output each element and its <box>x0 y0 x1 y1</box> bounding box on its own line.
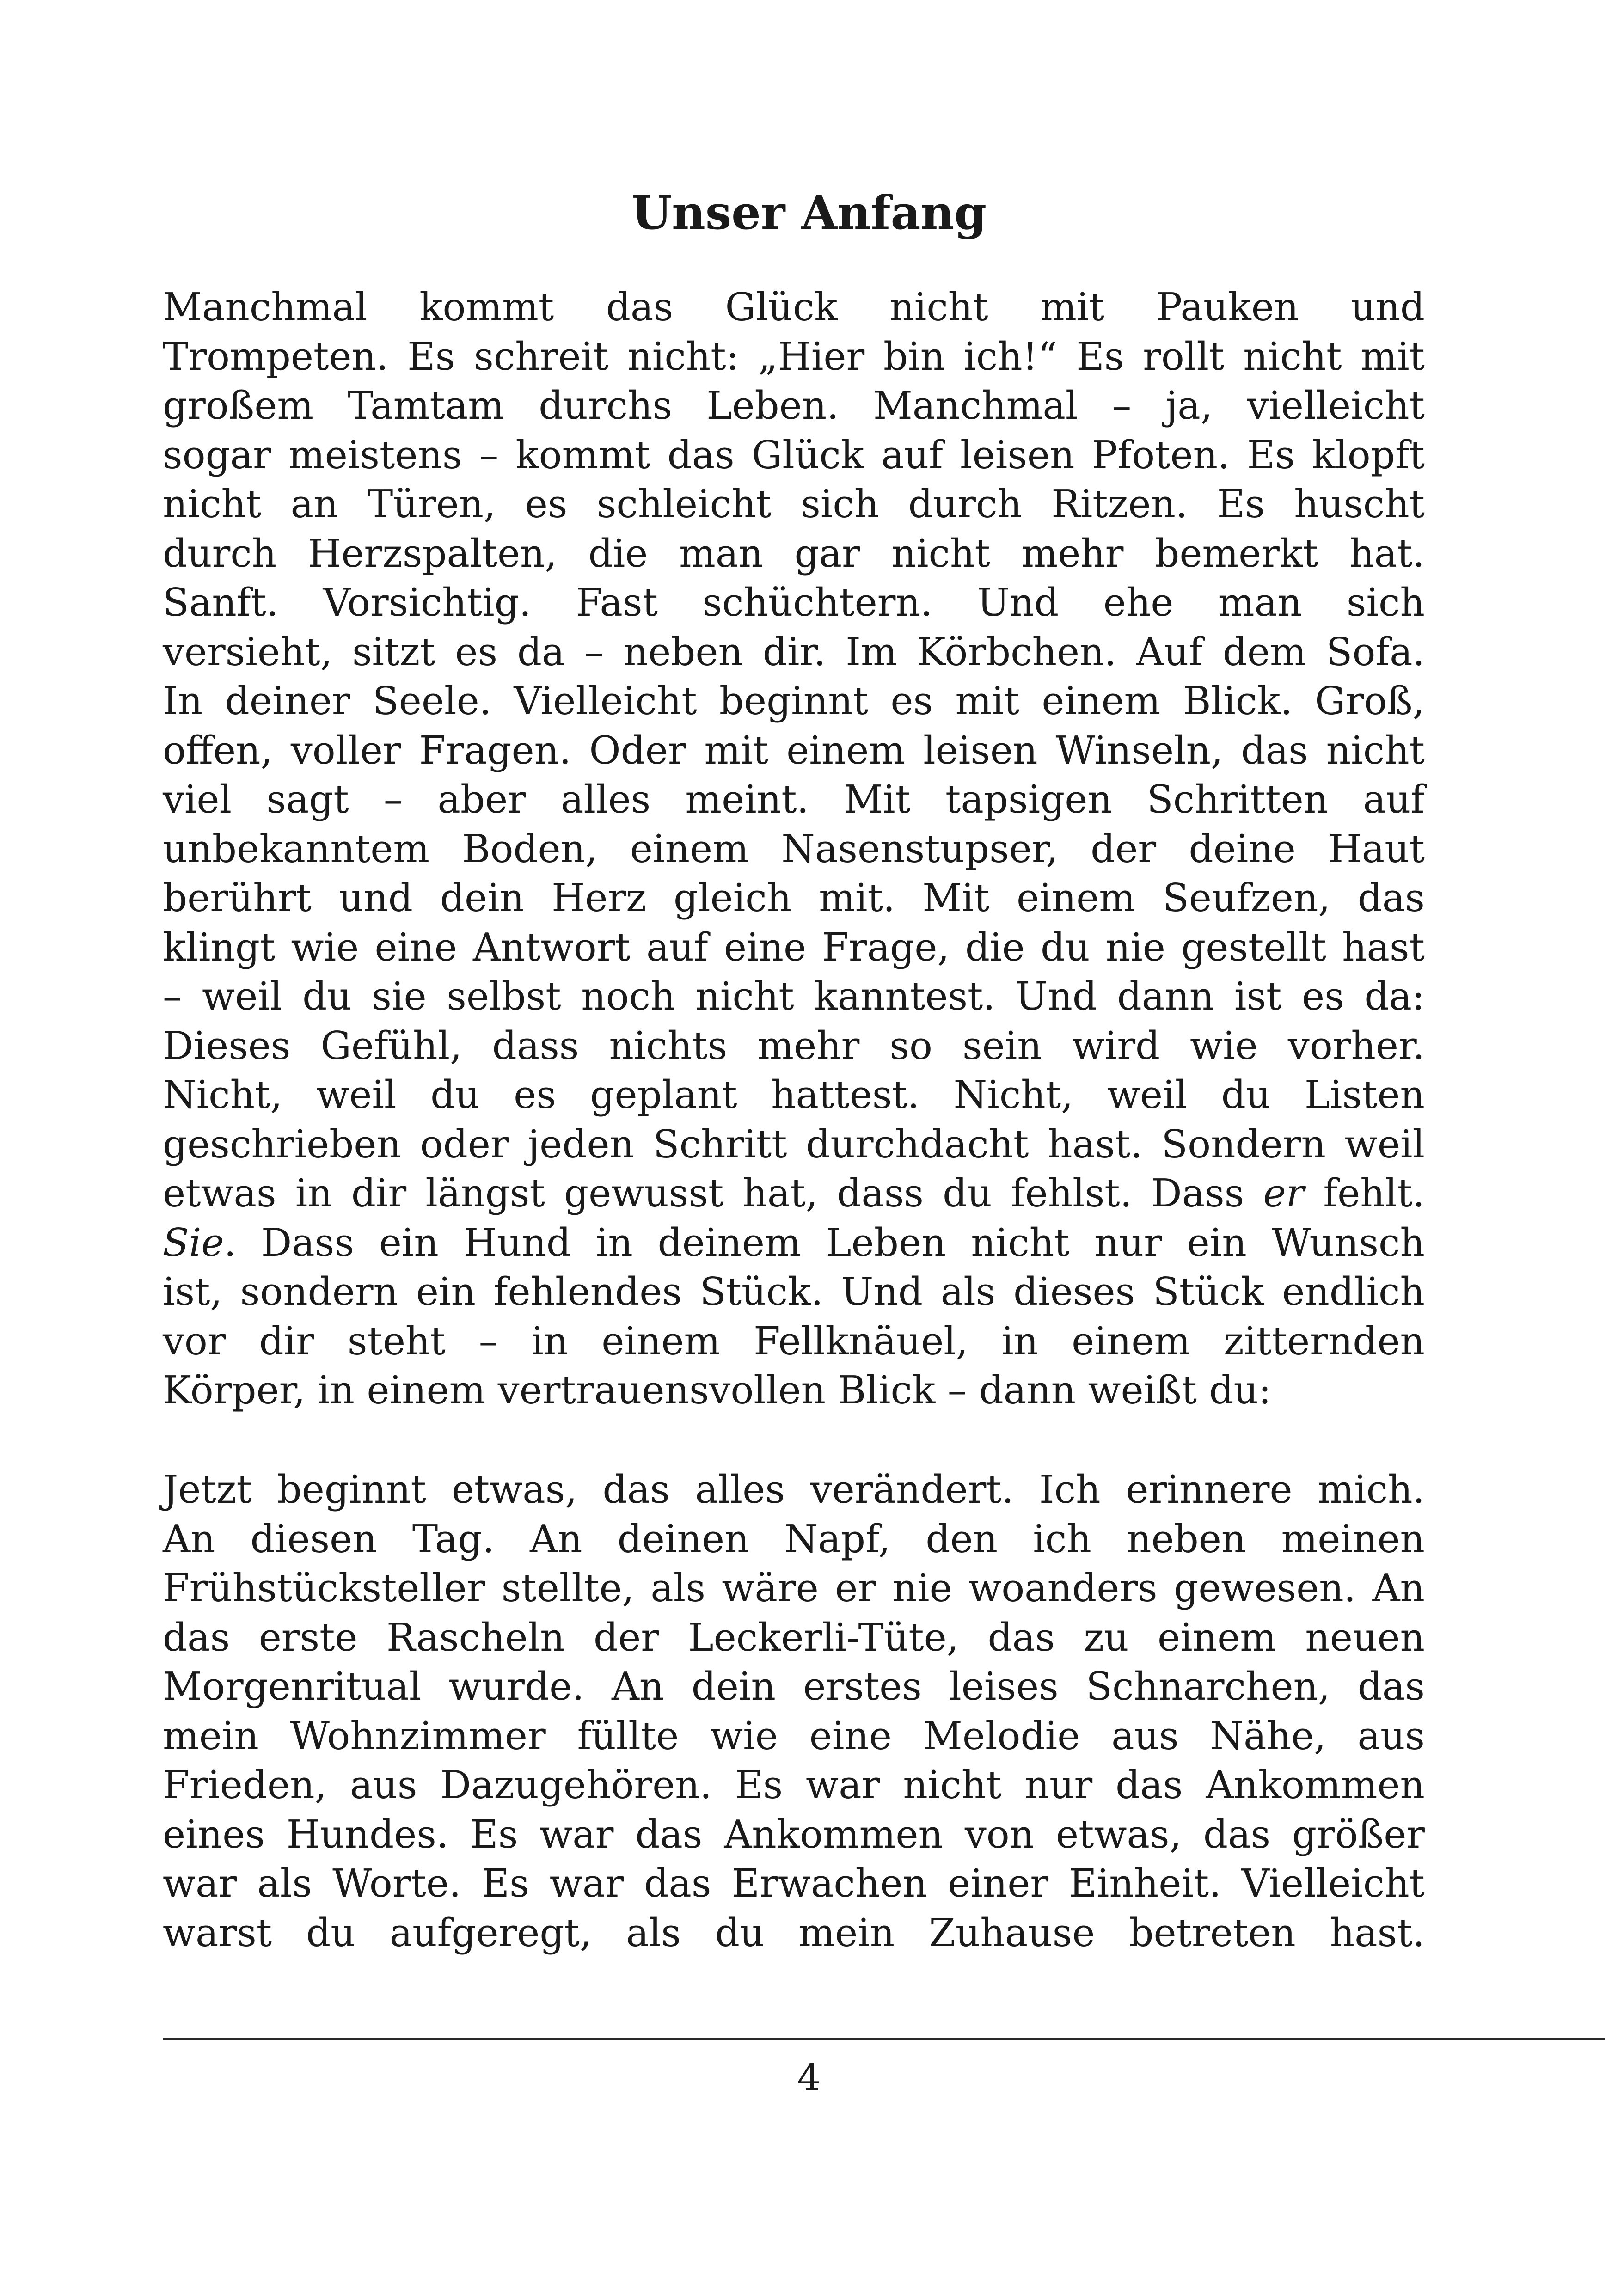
text-line: Dieses Gefühl, dass nichts mehr so sein wird wie vorher. <box>163 1023 1425 1068</box>
text-line: In deiner Seele. Vielleicht beginnt es mit einem Blick. Groß, <box>163 679 1425 723</box>
page-number: 4 <box>797 2056 821 2099</box>
text-line: durch Herzspalten, die man gar nicht mehr bemerkt hat. <box>163 531 1425 576</box>
text-line: großem Tamtam durchs Leben. Manchmal – ja, vielleicht <box>163 383 1425 428</box>
paragraph-2 <box>163 1465 1425 1958</box>
text-line: Sanft. Vorsichtig. Fast schüchtern. Und ehe man sich <box>163 580 1425 625</box>
text-line: eines Hundes. Es war das Ankommen von etwas, das größer <box>163 1812 1425 1857</box>
text-line: das erste Rascheln der Leckerli-Tüte, das zu einem neuen <box>163 1615 1425 1660</box>
text-line: Körper, in einem vertrauensvollen Blick – dann weißt du: <box>163 1368 1271 1413</box>
text-line: Frühstücksteller stellte, als wäre er nie woanders gewesen. An <box>163 1566 1425 1610</box>
text-line: offen, voller Fragen. Oder mit einem leisen Winseln, das nicht <box>163 728 1425 773</box>
text-line: Sie. Dass ein Hund in deinem Leben nicht nur ein Wunsch <box>163 1220 1425 1265</box>
text-line: versieht, sitzt es da – neben dir. Im Körbchen. Auf dem Sofa. <box>163 629 1425 674</box>
text-line: An diesen Tag. An deinen Napf, den ich neben meinen <box>163 1516 1425 1561</box>
text-line: mein Wohnzimmer füllte wie eine Melodie aus Nähe, aus <box>163 1713 1425 1758</box>
paragraph-1 <box>163 283 1425 1415</box>
text-line: Jetzt beginnt etwas, das alles verändert. Ich erinnere mich. <box>163 1467 1425 1512</box>
text-line: klingt wie eine Antwort auf eine Frage, die du nie gestellt hast <box>163 925 1425 970</box>
text-line: ist, sondern ein fehlendes Stück. Und als dieses Stück endlich <box>163 1269 1425 1314</box>
text-line: sogar meistens – kommt das Glück auf leisen Pfoten. Es klopft <box>163 432 1425 478</box>
text-line: Trompeten. Es schreit nicht: „Hier bin ich!“ Es rollt nicht mit <box>163 334 1425 379</box>
text-line: – weil du sie selbst noch nicht kanntest. Und dann ist es da: <box>163 974 1425 1019</box>
text-line: vor dir steht – in einem Fellknäuel, in einem zitternden <box>163 1318 1425 1364</box>
text-line: Morgenritual wurde. An dein erstes leises Schnarchen, das <box>163 1664 1425 1709</box>
text-line: Nicht, weil du es geplant hattest. Nicht, weil du Listen <box>163 1072 1425 1117</box>
page-title: Unser Anfang <box>631 185 987 240</box>
text-line: viel sagt – aber alles meint. Mit tapsigen Schritten auf <box>163 777 1425 822</box>
text-line: etwas in dir längst gewusst hat, dass du fehlst. Dass er fehlt. <box>163 1171 1425 1216</box>
text-line: berührt und dein Herz gleich mit. Mit einem Seufzen, das <box>163 876 1425 920</box>
text-line: Frieden, aus Dazugehören. Es war nicht nur das Ankommen <box>163 1763 1425 1807</box>
text-line: nicht an Türen, es schleicht sich durch Ritzen. Es huscht <box>163 482 1425 527</box>
text-line: war als Worte. Es war das Erwachen einer Einheit. Vielleicht <box>163 1861 1425 1906</box>
text-line: geschrieben oder jeden Schritt durchdacht hast. Sondern weil <box>163 1121 1425 1167</box>
text-line: unbekanntem Boden, einem Nasenstupser, der deine Haut <box>163 826 1425 871</box>
text-line: warst du aufgeregt, als du mein Zuhause betreten hast. <box>163 1910 1425 1955</box>
footer-divider <box>163 2038 1605 2040</box>
text-line: Manchmal kommt das Glück nicht mit Pauken und <box>163 285 1425 330</box>
